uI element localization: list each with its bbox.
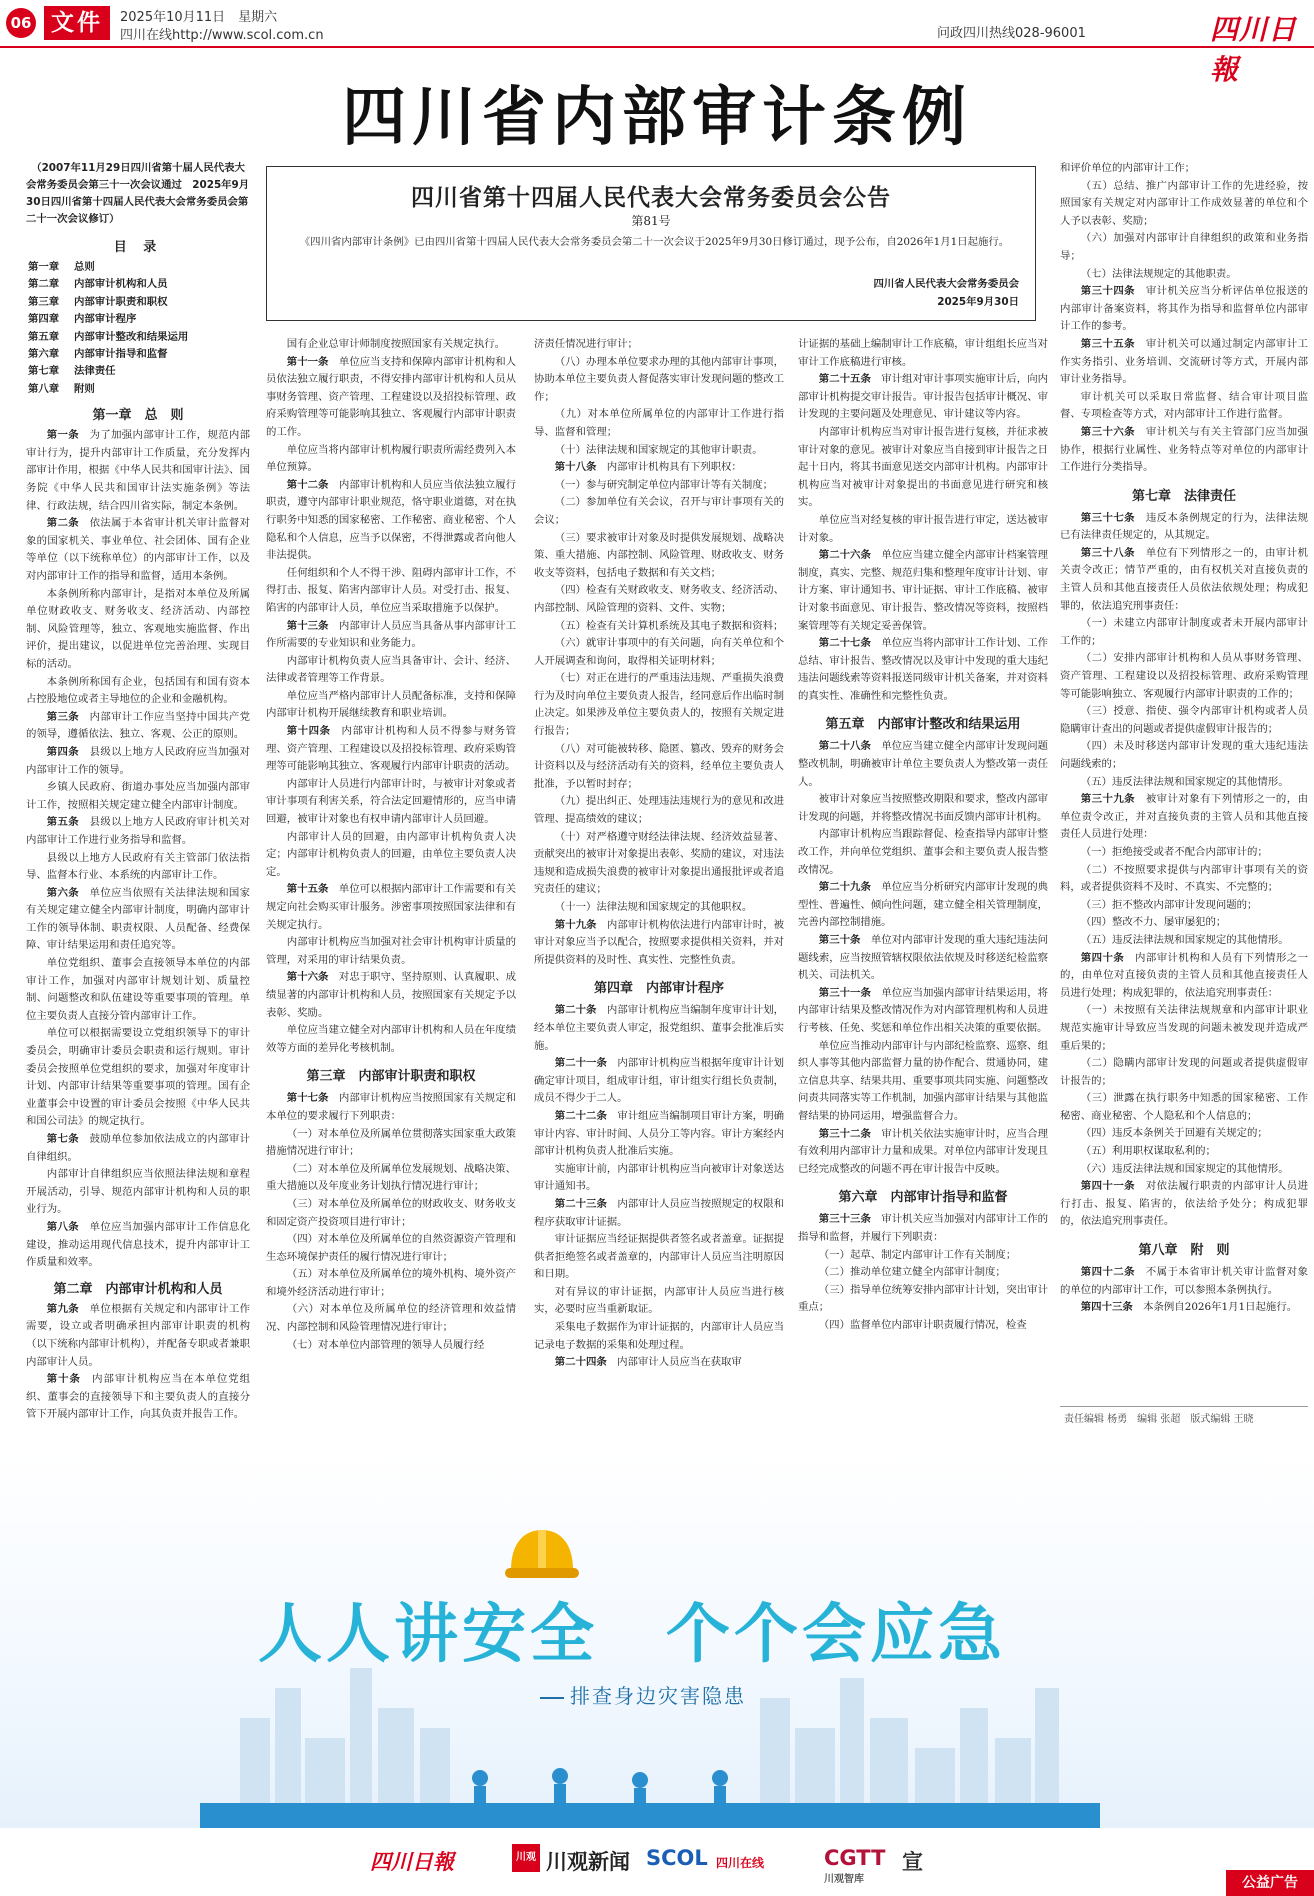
paragraph: 国有企业总审计师制度按照国家有关规定执行。 (286, 338, 505, 350)
chapter-heading: 第三章 内部审计职责和职权 (306, 1069, 476, 1085)
chapter-heading: 第五章 内部审计整改和结果运用 (825, 717, 1021, 733)
article: 第十四条 内部审计机构和人员不得参与财务管理、资产管理、工程建设以及招投标管理、政府采购管理等可能影响其独立、客观履行内部审计职责的活动。 (266, 725, 517, 773)
article: 第三十三条 审计机关应当加强对内部审计工作的指导和监督，并履行下列职责： (798, 1213, 1049, 1243)
list-item: （七）对正在进行的严重违法违规、严重损失浪费行为及时向单位主要负责人报告，经同意后作出临时制止决定。如果涉及单位主要负责人的，按照有关规定进行报告； (534, 672, 784, 738)
list-item: （三）授意、指使、强令内部审计机构或者人员隐瞒审计查出的问题或者提供虚假审计报告的； (1060, 705, 1308, 735)
article: 第二十八条 单位应当建立健全内部审计发现问题整改机制，明确被审计单位主要负责人为整改第一责任人。 (798, 740, 1049, 788)
list-item: （一）参与研究制定单位内部审计等有关制度； (554, 478, 773, 491)
article: 第十一条 单位应当支持和保障内部审计机构和人员依法独立履行职责，不得安排内部审计机构和人员从事财务管理、资产管理、工程建设以及招投标管理、政府采购管理等可能影响其独立、客观履行内部审计职责的工作。 (266, 355, 517, 438)
item-list (1060, 1002, 1308, 1178)
list-item: （二）不按照要求提供与内部审计事项有关的资料，或者提供资料不及时、不真实、不完整的； (1060, 863, 1308, 894)
item-list (1060, 615, 1308, 791)
paragraph: 内部审计机构负责人应当具备审计、会计、经济、法律或者管理等工作背景。 (266, 654, 516, 685)
chapter-heading: 第一章 总 则 (92, 408, 184, 424)
chapter-heading: 第四章 内部审计程序 (593, 981, 724, 997)
article: 第三十二条 审计机关依法实施审计时，应当合理有效利用内部审计力量和成果。对单位内部审计发现且已经完成整改的问题不再在审计报告中反映。 (798, 1127, 1049, 1175)
list-item: （十一）法律法规和国家规定的其他职权。 (554, 901, 753, 913)
list-item: （三）对本单位及所属单位的财政收支、财务收支和固定资产投资项目进行审计； (266, 1197, 516, 1228)
paragraph: 审计证据应当经证据提供者签名或者盖章。证据提供者拒绝签名或者盖章的，内部审计人员应当注明原因和日期。 (534, 1233, 784, 1281)
page-number: 06 (6, 8, 36, 38)
toc-item[interactable]: 第三章 内部审计职责和职权 (28, 295, 168, 308)
chuanguan-badge: 川观 (512, 1844, 540, 1872)
body-column-2 (534, 336, 784, 1372)
article: 第二十九条 单位应当分析研究内部审计发现的典型性、普遍性、倾向性问题，建立健全相关管理制度，完善内部控制措施。 (798, 881, 1049, 929)
list-item: （九）提出纠正、处理违法违规行为的意见和改进管理、提高绩效的建议； (534, 795, 784, 826)
paragraph: 计证据的基础上编制审计工作底稿，审计组组长应当对审计工作底稿进行审核。 (798, 338, 1048, 368)
list-item: （一）未按照有关法律法规规章和内部审计职业规范实施审计导致应当发现的问题未被发现并造成严重后果的； (1060, 1004, 1308, 1052)
article: 第二十二条 审计组应当编制项目审计方案，明确审计内容、审计时间、人员分工等内容。审计方案经内部审计机构负责人批准后实施。 (534, 1109, 785, 1158)
toc-item[interactable]: 第五章 内部审计整改和结果运用 (28, 330, 189, 343)
list-item: （六）违反法律法规和国家规定的其他情形。 (1080, 1162, 1289, 1175)
paragraph: 县级以上地方人民政府有关主管部门依法指导、监督本行业、本系统的内部审计工作。 (26, 851, 250, 882)
article: 第十条 内部审计机构应当在本单位党组织、董事会的直接领导下和主要负责人的直接分管下开展内部审计工作，向其负责并报告工作。 (26, 1373, 251, 1421)
list-item: （五）对本单位及所属单位的境外机构、境外资产和境外经济活动进行审计； (266, 1268, 516, 1298)
announcement-box (266, 166, 1036, 321)
chuanguan-news-logo: 川观新闻 (546, 1850, 630, 1874)
paragraph: 被审计对象应当按照整改期限和要求，整改内部审计发现的问题，并将整改情况书面反馈内部审计机构。 (798, 793, 1048, 823)
item-list (266, 1126, 516, 1355)
paragraph: 审计机关可以采取日常监督、结合审计项目监督、专项检查等方式，对内部审计工作进行监督。 (1060, 390, 1308, 421)
section-label: 文件 (44, 6, 110, 40)
list-item: （五）检查有关计算机系统及其电子数据和资料； (554, 619, 784, 632)
paragraph: 内部审计人员的回避，由内部审计机构负责人决定；内部审计机构负责人的回避，由单位主要负责人决定。 (266, 830, 516, 878)
toc-item[interactable]: 第二章 内部审计机构和人员 (28, 278, 168, 291)
list-item: （七）对本单位内部管理的领导人员履行经 (286, 1338, 485, 1351)
list-item: （四）违反本条例关于回避有关规定的； (1080, 1127, 1268, 1140)
list-item: （一）拒绝接受或者不配合内部审计的； (1080, 845, 1268, 858)
signature-date: 2025年9月30日 (937, 296, 1019, 308)
psa-title: 人人讲安全 个个会应急 (258, 1598, 1006, 1672)
announcement-body: 《四川省内部审计条例》已由四川省第十四届人民代表大会常务委员会第二十一次会议于2025年9月30日修订通过，现予公布，自2026年1月1日起施行。 (299, 236, 1010, 248)
list-item: （九）对本单位所属单位的内部审计工作进行指导、监督和管理； (534, 408, 784, 438)
paragraph: 本条例所称内部审计，是指对本单位及所属单位财政收支、财务收支、经济活动、内部控制、风险管理等，独立、客观地实施监督、作出评价，提出建议，以促进单位完善治理、实现目标的活动。 (26, 587, 250, 670)
sichuan-daily-logo: 四川日報 (370, 1850, 454, 1874)
scol-name: 四川在线 (716, 1856, 765, 1870)
paragraph: 单位应当对经复核的审计报告进行审定，送达被审计对象。 (798, 513, 1048, 544)
article: 第十二条 内部审计机构和人员应当依法独立履行职责，遵守内部审计职业规范，恪守职业道德，对在执行职务中知悉的国家秘密、工作秘密、商业秘密、个人隐私和个人信息，应当予以保密，不得泄露或者向他人非法提供。 (266, 478, 517, 562)
paragraph: 和评价单位的内部审计工作； (1060, 162, 1196, 174)
site-url[interactable]: 四川在线http://www.scol.com.cn (120, 28, 324, 43)
article: 第二十六条 单位应当建立健全内部审计档案管理制度，真实、完整、规范归集和整理年度审计计划、审计方案、审计通知书、审计证据、审计工作底稿、被审计对象书面意见、审计报告、整改情况等资料，按照档案管理等有关规定妥善保管。 (798, 549, 1049, 632)
body-column-1 (266, 336, 516, 1354)
list-item: （二）安排内部审计机构和人员从事财务管理、资产管理、工程建设以及招投标管理、政府采购管理等可能影响独立、客观履行内部审计职责的工作的； (1060, 652, 1308, 700)
list-item: （二）对本单位及所属单位发展规划、战略决策、重大措施以及年度业务计划执行情况进行审计； (266, 1162, 516, 1193)
list-item: （三）要求被审计对象及时提供发展规划、战略决策、重大措施、内部控制、风险管理、财政收支、财务收支等资料，包括电子数据和有关文档； (534, 531, 784, 579)
article: 第四条 县级以上地方人民政府应当加强对内部审计工作的领导。 (26, 745, 251, 776)
article: 第四十一条 对依法履行职责的内部审计人员进行打击、报复、陷害的，依法给予处分；构成犯罪的，依法追究刑事责任。 (1060, 1180, 1309, 1228)
article: 第三十八条 单位有下列情形之一的，由审计机关责令改正；情节严重的，由有权机关对直接负责的主管人员和其他直接责任人员依法依规处理；构成犯罪的，依法追究刑事责任： (1060, 546, 1309, 612)
signer: 四川省人民代表大会常务委员会 (873, 278, 1019, 290)
cgtt-name: 川观智库 (824, 1874, 864, 1885)
item-list (534, 477, 784, 917)
list-item: （四）监督单位内部审计职责履行情况，检查 (818, 1318, 1027, 1331)
paragraph: 内部审计机构应当跟踪督促、检查指导内部审计整改工作，并向单位党组织、董事会和主要负责人报告整改情况。 (798, 828, 1048, 876)
left-column (26, 160, 250, 1424)
hotline: 问政四川热线028-96001 (937, 26, 1086, 41)
list-item: （一）起草、制定内部审计工作有关制度； (818, 1248, 1017, 1261)
newspaper-logo: 四川日報 (1210, 13, 1298, 86)
list-item: （十）法律法规和国家规定的其他审计职责。 (554, 443, 763, 456)
publicity-mark: 宣 (902, 1850, 923, 1874)
list-item: （四）未及时移送内部审计发现的重大违纪违法问题线索的； (1060, 740, 1308, 770)
list-item: （五）总结、推广内部审计工作的先进经验，按照国家有关规定对内部审计工作成效显著的单位和个人予以表彰、奖励； (1060, 179, 1308, 227)
chapter-heading: 第七章 法律责任 (1131, 488, 1236, 504)
credits-rule (1060, 1406, 1308, 1407)
list-item: （三）指导单位统筹安排内部审计计划，突出审计重点； (798, 1283, 1048, 1314)
list-item: （六）就审计事项中的有关问题，向有关单位和个人开展调查和询问，取得相关证明材料； (534, 637, 784, 667)
announcement-signature (874, 275, 1019, 311)
paragraph: 内部审计人员进行内部审计时，与被审计对象或者审计事项有利害关系，符合法定回避情形的，应当申请回避，被审计对象也有权申请内部审计人员回避。 (266, 777, 516, 826)
article: 第十三条 内部审计人员应当具备从事内部审计工作所需要的专业知识和业务能力。 (266, 619, 517, 650)
safety-helmet-icon (505, 1526, 579, 1586)
article: 第九条 单位根据有关规定和内部审计工作需要，设立或者明确承担内部审计职责的机构（以下统称内部审计机构），并配备专职或者兼职内部审计人员。 (26, 1302, 251, 1368)
paragraph: 任何组织和个人不得干涉、阻碍内部审计工作，不得打击、报复、陷害内部审计人员。对受打击、报复、陷害的内部审计人员，单位应当采取措施予以保护。 (266, 566, 516, 614)
article: 第四十二条 不属于本省审计机关审计监督对象的单位的内部审计工作，可以参照本条例执行。 (1060, 1266, 1309, 1296)
list-item: （八）办理本单位要求办理的其他内部审计事项，协助本单位主要负责人督促落实审计发现问题的整改工作； (534, 355, 784, 403)
list-item: （一）未建立内部审计制度或者未开展内部审计工作的； (1060, 617, 1308, 647)
article: 第十五条 单位可以根据内部审计工作需要和有关规定向社会购买审计服务。涉密事项按照国家法律和有关规定执行。 (266, 883, 517, 931)
paragraph: 实施审计前，内部审计机构应当向被审计对象送达审计通知书。 (534, 1162, 784, 1193)
toc-item[interactable]: 第四章 内部审计程序 (28, 313, 137, 326)
article: 第一条 为了加强内部审计工作，规范内部审计行为，提升内部审计工作质量，充分发挥内部审计作用，根据《中华人民共和国审计法》、国务院《中华人民共和国审计法实施条例》等法律、行政法规，结合四川省实际，制定本条例。 (26, 429, 251, 512)
article: 第三十六条 审计机关与有关主管部门应当加强协作，根据行业属性、业务特点等对单位的内部审计工作进行分类指导。 (1060, 425, 1309, 474)
chapter-heading: 第二章 内部审计机构和人员 (53, 1281, 223, 1297)
chapter-heading: 第八章 附 则 (1138, 1243, 1230, 1259)
item-list (534, 354, 784, 460)
paragraph: 内部审计自律组织应当依照法律法规和章程开展活动，引导、规范内部审计机构和人员的职业行为。 (26, 1168, 250, 1216)
header-rule (0, 46, 1314, 48)
adoption-note: （2007年11月29日四川省第十届人民代表大会常务委员会第三十一次会议通过 2025年9月30日四川省第十四届人民代表大会常务委员会第二十一次会议修订） (26, 162, 250, 225)
toc-item[interactable]: 第八章 附则 (28, 382, 95, 395)
list-item: （八）对可能被转移、隐匿、篡改、毁弃的财务会计资料以及与经济活动有关的资料，经单位主要负责人批准，予以暂时封存； (534, 742, 784, 790)
issue-date: 2025年10月11日 星期六 (120, 10, 278, 25)
paragraph: 单位应当将内部审计机构履行职责所需经费列入本单位预算。 (266, 443, 516, 474)
chapter-heading: 第六章 内部审计指导和监督 (838, 1190, 1008, 1206)
list-item: （三）拒不整改内部审计发现问题的； (1080, 898, 1258, 911)
article: 第三十五条 审计机关可以通过制定内部审计工作实务指引、业务培训、交流研讨等方式，开展内部审计业务指导。 (1060, 337, 1309, 386)
list-item: （二）推动单位建立健全内部审计制度； (818, 1266, 1006, 1279)
item-list (1060, 844, 1308, 950)
list-item: （十）对严格遵守财经法律法规、经济效益显著、贡献突出的被审计对象提出表彰、奖励的建议，对违法违规和造成损失浪费的被审计对象提出通报批评或者追究责任的建议； (534, 830, 784, 896)
paragraph: 单位应当建立健全对内部审计机构和人员在年度绩效等方面的差异化考核机制。 (266, 1024, 516, 1054)
list-item: （五）利用职权谋取私利的； (1080, 1145, 1216, 1158)
article: 第十八条 内部审计机构具有下列职权： (554, 461, 742, 474)
article: 第三十九条 被审计对象有下列情形之一的，由单位责令改正，并对直接负责的主管人员和其他直接责任人员进行处理： (1060, 793, 1309, 841)
paragraph: 单位党组织、董事会直接领导本单位的内部审计工作，加强对内部审计规划计划、质量控制、问题整改和队伍建设等重要事项的管理。单位主要负责人直接分管内部审计工作。 (26, 957, 250, 1022)
article: 第二十五条 审计组对审计事项实施审计后，向内部审计机构提交审计报告。审计报告包括审计概况、审计发现的主要问题及处理意见、审计建议等内容。 (798, 373, 1049, 421)
toc-list (26, 259, 250, 398)
public-service-ad-label: 公益广告 (1226, 1870, 1314, 1896)
list-item: （二）参加单位有关会议，召开与审计事项有关的会议； (534, 496, 784, 526)
article: 第四十条 内部审计机构和人员有下列情形之一的，由单位对直接负责的主管人员和其他直接责任人员进行处理；构成犯罪的，依法追究刑事责任： (1060, 951, 1309, 999)
list-item: （四）整改不力、屡审屡犯的； (1080, 916, 1227, 929)
list-item: （五）违反法律法规和国家规定的其他情形。 (1080, 775, 1289, 788)
psa-subtitle: 排查身边灾害隐患 (540, 1680, 746, 1709)
article: 第二十四条 内部审计人员应当在获取审 (554, 1356, 742, 1369)
paragraph: 内部审计机构应当加强对社会审计机构审计质量的管理，对采用的审计结果负责。 (266, 936, 516, 966)
paragraph: 单位应当严格内部审计人员配备标准，支持和保障内部审计机构开展继续教育和职业培训。 (266, 689, 516, 720)
toc-item[interactable]: 第七章 法律责任 (28, 365, 116, 378)
paragraph: 内部审计机构应当对审计报告进行复核，并征求被审计对象的意见。被审计对象应当自接到审计报告之日起十日内，将其书面意见送交内部审计机构。内部审计机构应当对被审计对象提出的书面意见进行研究和核实。 (798, 425, 1048, 509)
article: 第十七条 内部审计机构应当按照国家有关规定和本单位的要求履行下列职责： (266, 1092, 517, 1122)
item-list (1060, 178, 1308, 284)
article: 第三十四条 审计机关应当分析评估单位报送的内部审计备案资料，将其作为指导和监督单位内部审计工作的参考。 (1060, 285, 1309, 333)
article: 第三十条 单位对内部审计发现的重大违纪违法问题线索，应当按照管辖权限依法依规及时移送纪检监察机关、司法机关。 (798, 934, 1049, 982)
list-item: （七）法律法规规定的其他职责。 (1080, 267, 1237, 280)
masthead (0, 0, 1314, 86)
article: 第三十七条 违反本条例规定的行为，法律法规已有法律责任规定的，从其规定。 (1060, 511, 1309, 542)
paragraph: 单位应当推动内部审计与内部纪检监察、巡察、组织人事等其他内部监督力量的协作配合、贯通协同，建立信息共享、结果共用、重要事项共同实施、问题整改问责共同落实等工作机制，加强内部审计结果与其他监督结果的协同运用，增强监督合力。 (798, 1039, 1048, 1122)
article: 第七条 鼓励单位参加依法成立的内部审计自律组织。 (26, 1133, 251, 1163)
paragraph: 单位可以根据需要设立党组织领导下的审计委员会，明确审计委员会职责和运行规则。审计委员会按照单位党组织的要求，加强对年度审计计划、内部审计结果等重要事项的管理。国有企业董事会中设置的审计委员会按照《中华人民共和国公司法》的规定执行。 (26, 1027, 250, 1128)
body-column-4 (1060, 160, 1308, 1317)
scol-logo: SCOL (646, 1846, 708, 1870)
list-item: （六）对本单位及所属单位的经济管理和效益情况、内部控制和风险管理情况进行审计； (266, 1303, 516, 1334)
article: 第二十条 内部审计机构应当编制年度审计计划，经本单位主要负责人审定，报党组织、董事会批准后实施。 (534, 1004, 785, 1052)
item-list (798, 1247, 1048, 1335)
cgtt-logo: CGTT (824, 1846, 886, 1870)
paragraph: 本条例所称国有企业，包括国有和国有资本占控股地位或者主导地位的企业和金融机构。 (26, 675, 250, 706)
paragraph: 采集电子数据作为审计证据的，内部审计人员应当记录电子数据的采集和处理过程。 (534, 1321, 784, 1351)
article: 第二十三条 内部审计人员应当按照规定的权限和程序获取审计证据。 (534, 1197, 785, 1228)
article: 第四十三条 本条例自2026年1月1日起施行。 (1080, 1301, 1298, 1314)
list-item: （四）检查有关财政收支、财务收支、经济活动、内部控制、风险管理的资料、文件、实物； (534, 584, 784, 614)
article: 第三条 内部审计工作应当坚持中国共产党的领导，遵循依法、独立、客观、公正的原则。 (26, 710, 251, 741)
announcement-title: 四川省第十四届人民代表大会常务委员会公告 (411, 185, 891, 211)
sponsor-footer (0, 1828, 1314, 1896)
announcement-number: 第81号 (631, 214, 671, 228)
list-item: （一）对本单位及所属单位贯彻落实国家重大政策措施情况进行审计； (266, 1127, 516, 1158)
toc-item[interactable]: 第六章 内部审计指导和监督 (28, 348, 168, 361)
toc-title: 目 录 (113, 240, 163, 255)
list-item: （二）隐瞒内部审计发现的问题或者提供虚假审计报告的； (1060, 1057, 1308, 1087)
list-item: （五）违反法律法规和国家规定的其他情形。 (1080, 933, 1289, 946)
article: 第三十一条 单位应当加强内部审计结果运用，将内部审计结果及整改情况作为对内部管理机构和人员进行考核、任免、奖惩和单位作出相关决策的重要依据。 (798, 986, 1049, 1034)
article: 第十九条 内部审计机构依法进行内部审计时，被审计对象应当予以配合，按照要求提供相关资料，并对所提供资料的及时性、真实性、完整性负责。 (534, 918, 785, 966)
article: 第十六条 对忠于职守、坚持原则、认真履职、成绩显著的内部审计机构和人员，按照国家有关规定予以表彰、奖励。 (266, 971, 517, 1019)
safety-psa-banner (0, 1448, 1314, 1828)
article: 第二条 依法属于本省审计机关审计监督对象的国家机关、事业单位、社会团体、国有企业等单位（以下统称单位）的内部审计工作，以及对内部审计工作的指导和监督，适用本条例。 (26, 517, 251, 582)
article: 第二十一条 内部审计机构应当根据年度审计计划确定审计项目，组成审计组，审计组实行组长负责制，成员不得少于二人。 (534, 1057, 785, 1105)
toc-item[interactable]: 第一章 总则 (28, 261, 95, 273)
article: 第六条 单位应当依照有关法律法规和国家有关规定建立健全内部审计制度，明确内部审计工作的领导体制、职责权限、人员配备、经费保障、审计结果运用和责任追究等。 (26, 886, 251, 952)
article: 第八条 单位应当加强内部审计工作信息化建设，推动运用现代信息技术，提升内部审计工作质量和效率。 (26, 1220, 251, 1269)
page-title: 四川省内部审计条例 (342, 81, 972, 155)
paragraph: 济责任情况进行审计； (534, 338, 638, 350)
article: 第二十七条 单位应当将内部审计工作计划、工作总结、审计报告、整改情况以及审计中发现的重大违纪违法问题线索等资料报送同级审计机关备案，并对资料的真实性、准确性和完整性负责。 (798, 637, 1049, 702)
list-item: （三）泄露在执行职务中知悉的国家秘密、工作秘密、商业秘密、个人隐私和个人信息的； (1060, 1092, 1308, 1122)
paragraph: 对有异议的审计证据，内部审计人员应当进行核实，必要时应当重新取证。 (534, 1285, 784, 1316)
list-item: （四）对本单位及所属单位的自然资源资产管理和生态环境保护责任的履行情况进行审计； (266, 1233, 516, 1263)
paragraph: 乡镇人民政府、街道办事处应当加强内部审计工作，按照相关规定建立健全内部审计制度。 (26, 781, 250, 811)
article: 第五条 县级以上地方人民政府审计机关对内部审计工作进行业务指导和监督。 (26, 816, 251, 846)
list-item: （六）加强对内部审计自律组织的政策和业务指导； (1060, 232, 1308, 262)
editor-credits: 责任编辑 杨勇 编辑 张超 版式编辑 王晓 (1064, 1414, 1254, 1425)
body-column-3 (798, 336, 1048, 1334)
